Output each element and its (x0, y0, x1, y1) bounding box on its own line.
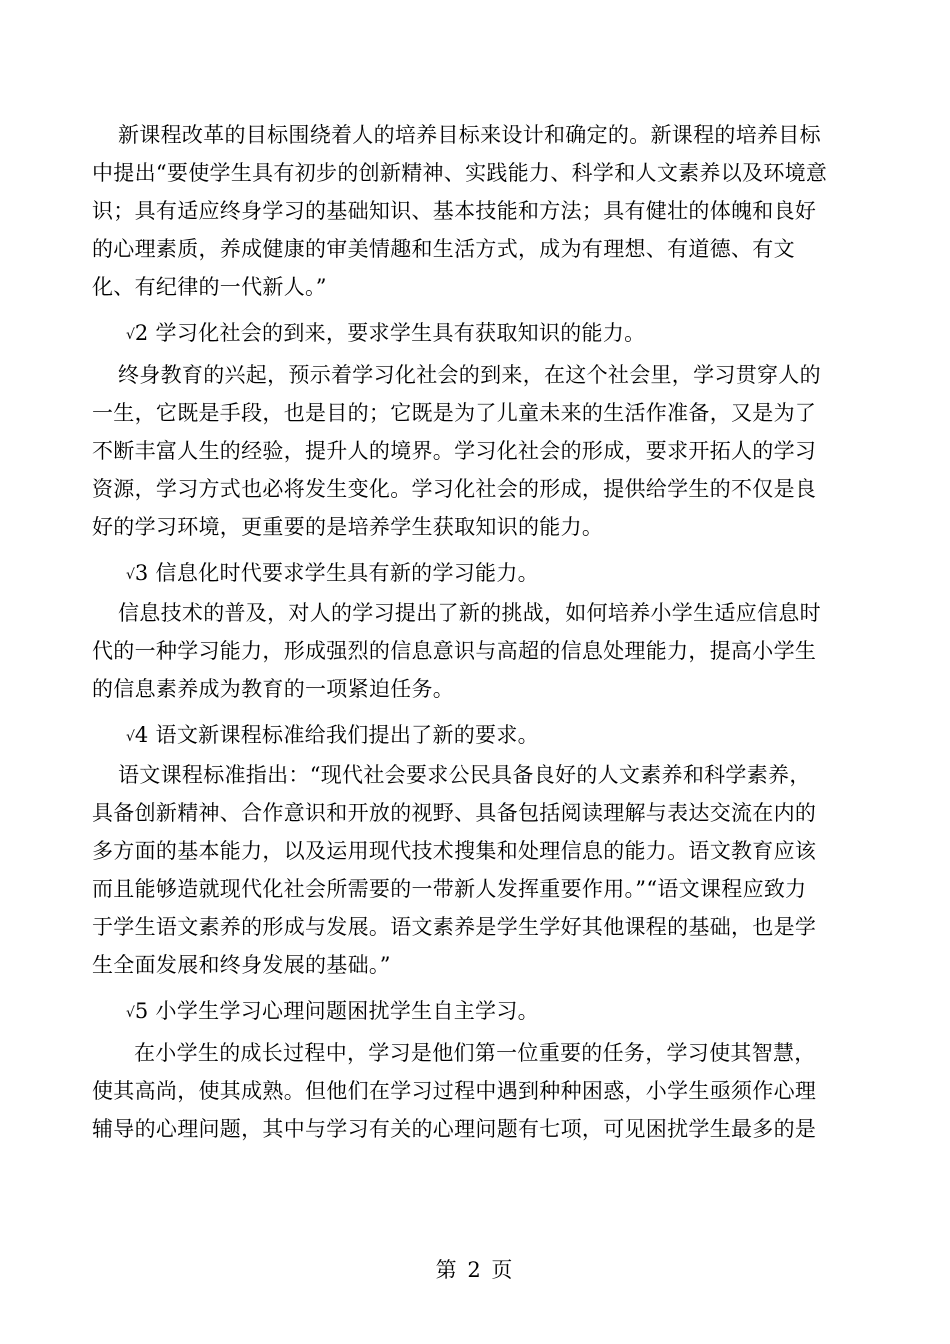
paragraph-line: 语文课程标准指出：“现代社会要求公民具备良好的人文素养和科学素养， (118, 763, 811, 787)
paragraph-line: 多方面的基本能力，以及运用现代技术搜集和处理信息的能力。语文教育应该 (92, 839, 817, 863)
paragraph-line: 好的学习环境，更重要的是培养学生获取知识的能力。 (92, 515, 604, 539)
section-heading (126, 318, 645, 348)
paragraph-line: 新课程改革的目标围绕着人的培养目标来设计和确定的。新课程的培养目标 (118, 123, 821, 147)
section-heading-text: 3 信息化时代要求学生具有新的学习能力。 (134, 561, 539, 585)
paragraph-line: 生全面发展和终身发展的基础。” (92, 953, 391, 977)
checkmark-icon: √ (126, 327, 135, 343)
paragraph-line: 辅导的心理问题，其中与学习有关的心理问题有七项，可见困扰学生最多的是 (92, 1117, 817, 1141)
paragraph-line: 代的一种学习能力，形成强烈的信息意识与高超的信息处理能力，提高小学生 (92, 639, 817, 663)
section-heading-text: 4 语文新课程标准给我们提出了新的要求。 (134, 723, 539, 747)
paragraph-line: 的心理素质，养成健康的审美情趣和生活方式，成为有理想、有道德、有文 (92, 237, 795, 261)
checkmark-icon: √ (126, 729, 135, 745)
checkmark-icon: √ (126, 1005, 135, 1021)
section-heading (126, 996, 539, 1026)
paragraph-line: 而且能够造就现代化社会所需要的一带新人发挥重要作用。”“语文课程应致力 (92, 877, 807, 901)
paragraph-line: 信息技术的普及，对人的学习提出了新的挑战，如何培养小学生适应信息时 (118, 601, 821, 625)
paragraph-line: 资源，学习方式也必将发生变化。学习化社会的形成，提供给学生的不仅是良 (92, 477, 817, 501)
paragraph-line: 不断丰富人生的经验，提升人的境界。学习化社会的形成，要求开拓人的学习 (92, 439, 817, 463)
section-heading (126, 720, 539, 750)
paragraph-line: 中提出“要使学生具有初步的创新精神、实践能力、科学和人文素养以及环境意 (92, 161, 828, 185)
paragraph-line: 一生，它既是手段，也是目的；它既是为了儿童未来的生活作准备，又是为了 (92, 401, 817, 425)
paragraph-line: 终身教育的兴起，预示着学习化社会的到来，在这个社会里，学习贯穿人的 (118, 363, 821, 387)
paragraph-line: 的信息素养成为教育的一项紧迫任务。 (92, 677, 455, 701)
paragraph-line: 化、有纪律的一代新人。” (92, 275, 327, 299)
paragraph-line: 具备创新精神、合作意识和开放的视野、具备包括阅读理解与表达交流在内的 (92, 801, 817, 825)
paragraph-line: 识；具有适应终身学习的基础知识、基本技能和方法；具有健壮的体魄和良好 (92, 199, 817, 223)
section-heading-text: 2 学习化社会的到来，要求学生具有获取知识的能力。 (134, 321, 646, 345)
section-heading (126, 558, 539, 588)
paragraph-line: 在小学生的成长过程中，学习是他们第一位重要的任务，学习使其智慧， (134, 1041, 816, 1065)
page-number: 第 2 页 (435, 1258, 515, 1282)
section-heading-text: 5 小学生学习心理问题困扰学生自主学习。 (134, 999, 539, 1023)
paragraph-line: 于学生语文素养的形成与发展。语文素养是学生学好其他课程的基础，也是学 (92, 915, 817, 939)
checkmark-icon: √ (126, 567, 135, 583)
paragraph-line: 使其高尚，使其成熟。但他们在学习过程中遇到种种困惑，小学生亟须作心理 (92, 1079, 817, 1103)
